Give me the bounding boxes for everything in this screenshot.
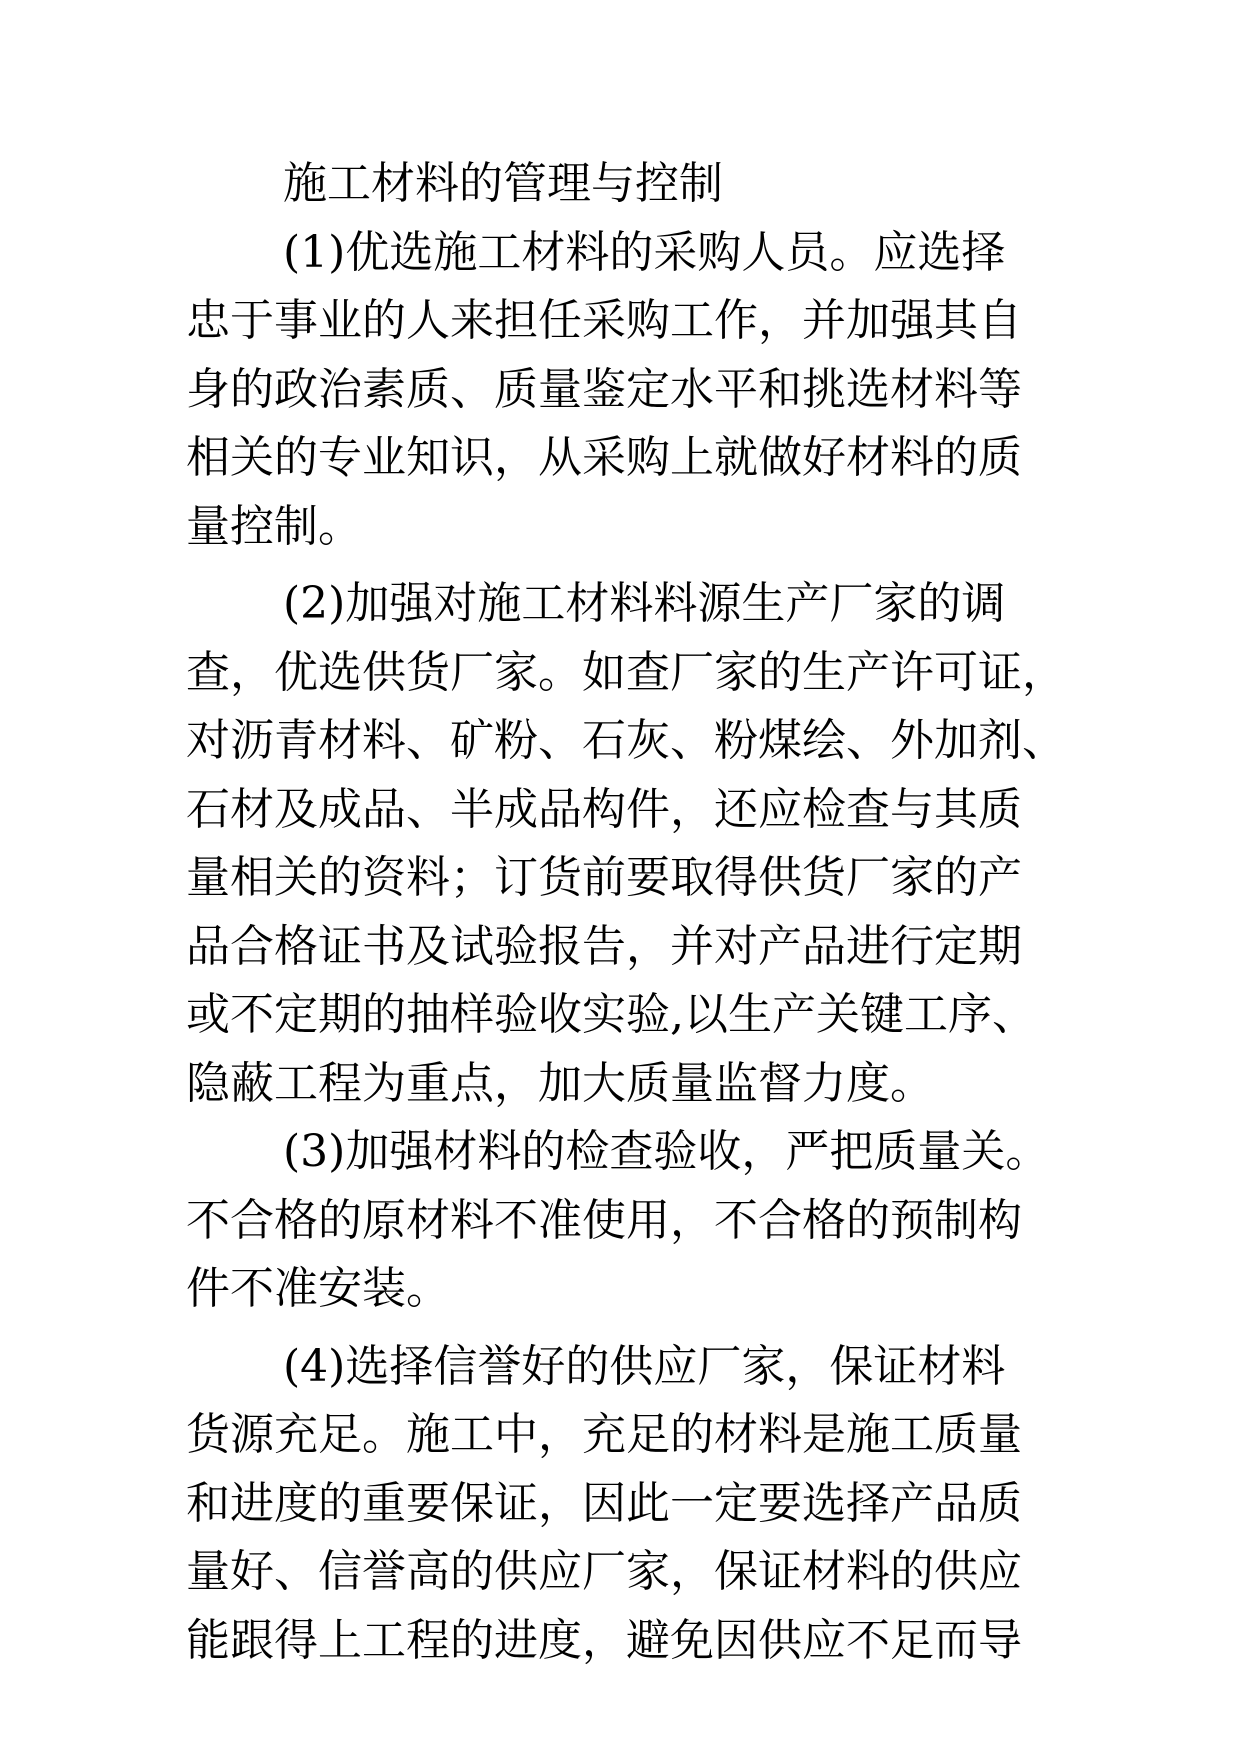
paragraph-line: 能跟得上工程的进度，避免因供应不足而导 [186, 1614, 1022, 1666]
paragraph-line: 身的政治素质、质量鉴定水平和挑选材料等 [186, 363, 1022, 415]
paragraph-line: 件不准安装。 [186, 1263, 450, 1314]
paragraph-line: (2)加强对施工材料料源生产厂家的调 [283, 578, 1006, 629]
document-body [186, 150, 1066, 1675]
paragraph-line: (3)加强材料的检查验收，严把质量关。 [283, 1126, 1050, 1177]
paragraph-line: 货源充足。施工中，充足的材料是施工质量 [186, 1409, 1022, 1460]
paragraph-line: 或不定期的抽样验收实验,以生产关键工序、 [186, 989, 1036, 1040]
paragraph-line: 量控制。 [186, 500, 362, 552]
paragraph-line: 相关的专业知识，从采购上就做好材料的质 [186, 432, 1022, 483]
paragraph-line: 量好、信誉高的供应厂家，保证材料的供应 [186, 1546, 1022, 1597]
paragraph-line: 忠于事业的人来担任采购工作，并加强其自 [186, 295, 1022, 346]
paragraph-line: 查，优选供货厂家。如查厂家的生产许可证， [186, 646, 1066, 698]
paragraph-2 [186, 570, 1066, 1118]
paragraph-1 [186, 219, 1066, 562]
paragraph-line: 不合格的原材料不准使用，不合格的预制构 [186, 1194, 1022, 1246]
paragraph-line: 对沥青材料、矿粉、石灰、粉煤绘、外加剂、 [186, 715, 1066, 766]
paragraph-line: 和进度的重要保证，因此一定要选择产品质 [186, 1477, 1022, 1529]
paragraph-3 [186, 1118, 1066, 1324]
paragraph-line: 隐蔽工程为重点，加大质量监督力度。 [186, 1057, 934, 1109]
paragraph-line: 品合格证书及试验报告，并对产品进行定期 [186, 920, 1022, 972]
paragraph-4 [186, 1333, 1066, 1676]
paragraph-line: (4)选择信誉好的供应厂家，保证材料 [283, 1340, 1006, 1392]
paragraph-line: (1)优选施工材料的采购人员。应选择 [283, 226, 1006, 278]
paragraph-line: 量相关的资料；订货前要取得供货厂家的产 [186, 852, 1022, 903]
document-heading: 施工材料的管理与控制 [283, 158, 723, 209]
paragraph-line: 石材及成品、半成品构件，还应检查与其质 [186, 783, 1022, 835]
